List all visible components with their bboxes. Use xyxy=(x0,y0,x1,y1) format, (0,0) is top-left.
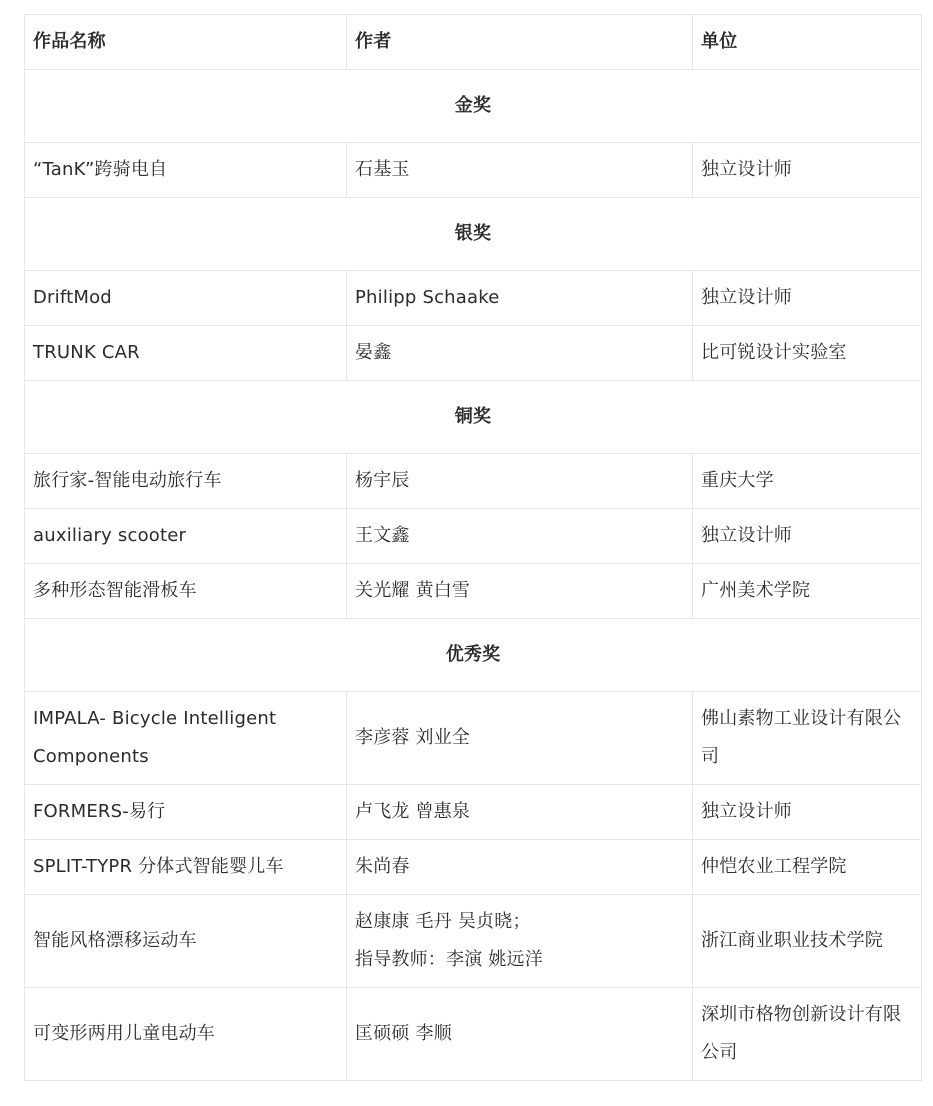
section-row-bronze xyxy=(25,381,922,454)
author-line-2: 指导教师：李演 姚远洋 xyxy=(355,949,543,970)
table-row xyxy=(25,143,922,198)
unit-cell: 独立设计师 xyxy=(693,143,922,198)
work-cell: “TanK”跨骑电自 xyxy=(25,143,347,198)
unit-cell: 独立设计师 xyxy=(693,271,922,326)
author-cell: 李彦蓉 刘业全 xyxy=(347,692,693,785)
author-cell xyxy=(347,895,693,988)
author-cell: 朱尚春 xyxy=(347,840,693,895)
section-row-excellence xyxy=(25,619,922,692)
work-cell: 可变形两用儿童电动车 xyxy=(25,988,347,1081)
author-cell: 杨宇辰 xyxy=(347,454,693,509)
unit-cell: 独立设计师 xyxy=(693,785,922,840)
unit-cell: 佛山素物工业设计有限公司 xyxy=(693,692,922,785)
author-line-1: 赵康康 毛丹 吴贞晓； xyxy=(355,911,531,932)
author-cell: 匡硕硕 李顺 xyxy=(347,988,693,1081)
header-work: 作品名称 xyxy=(25,15,347,70)
header-row xyxy=(25,15,922,70)
table-row xyxy=(25,840,922,895)
header-unit: 单位 xyxy=(693,15,922,70)
table-row xyxy=(25,564,922,619)
section-row-gold xyxy=(25,70,922,143)
table-row xyxy=(25,785,922,840)
section-title: 金奖 xyxy=(25,70,922,143)
header-author: 作者 xyxy=(347,15,693,70)
table-row xyxy=(25,988,922,1081)
unit-cell: 浙江商业职业技术学院 xyxy=(693,895,922,988)
work-cell: IMPALA- Bicycle Intelligent Components xyxy=(25,692,347,785)
table-row xyxy=(25,895,922,988)
work-cell: DriftMod xyxy=(25,271,347,326)
unit-cell: 广州美术学院 xyxy=(693,564,922,619)
section-title: 银奖 xyxy=(25,198,922,271)
section-title: 铜奖 xyxy=(25,381,922,454)
work-cell: auxiliary scooter xyxy=(25,509,347,564)
table-row xyxy=(25,454,922,509)
author-cell: 卢飞龙 曾惠泉 xyxy=(347,785,693,840)
table-row xyxy=(25,692,922,785)
unit-cell: 重庆大学 xyxy=(693,454,922,509)
unit-cell: 深圳市格物创新设计有限公司 xyxy=(693,988,922,1081)
table-row xyxy=(25,326,922,381)
unit-cell: 比可锐设计实验室 xyxy=(693,326,922,381)
work-cell: FORMERS-易行 xyxy=(25,785,347,840)
work-cell: TRUNK CAR xyxy=(25,326,347,381)
author-cell: 石基玉 xyxy=(347,143,693,198)
awards-table xyxy=(24,14,922,1081)
author-cell: 关光耀 黄白雪 xyxy=(347,564,693,619)
author-cell: Philipp Schaake xyxy=(347,271,693,326)
unit-cell: 独立设计师 xyxy=(693,509,922,564)
author-cell: 王文鑫 xyxy=(347,509,693,564)
work-cell: 多种形态智能滑板车 xyxy=(25,564,347,619)
table-row xyxy=(25,509,922,564)
work-cell: SPLIT-TYPR 分体式智能婴儿车 xyxy=(25,840,347,895)
work-cell: 旅行家-智能电动旅行车 xyxy=(25,454,347,509)
table-row xyxy=(25,271,922,326)
section-row-silver xyxy=(25,198,922,271)
section-title: 优秀奖 xyxy=(25,619,922,692)
work-cell: 智能风格漂移运动车 xyxy=(25,895,347,988)
unit-cell: 仲恺农业工程学院 xyxy=(693,840,922,895)
author-cell: 晏鑫 xyxy=(347,326,693,381)
